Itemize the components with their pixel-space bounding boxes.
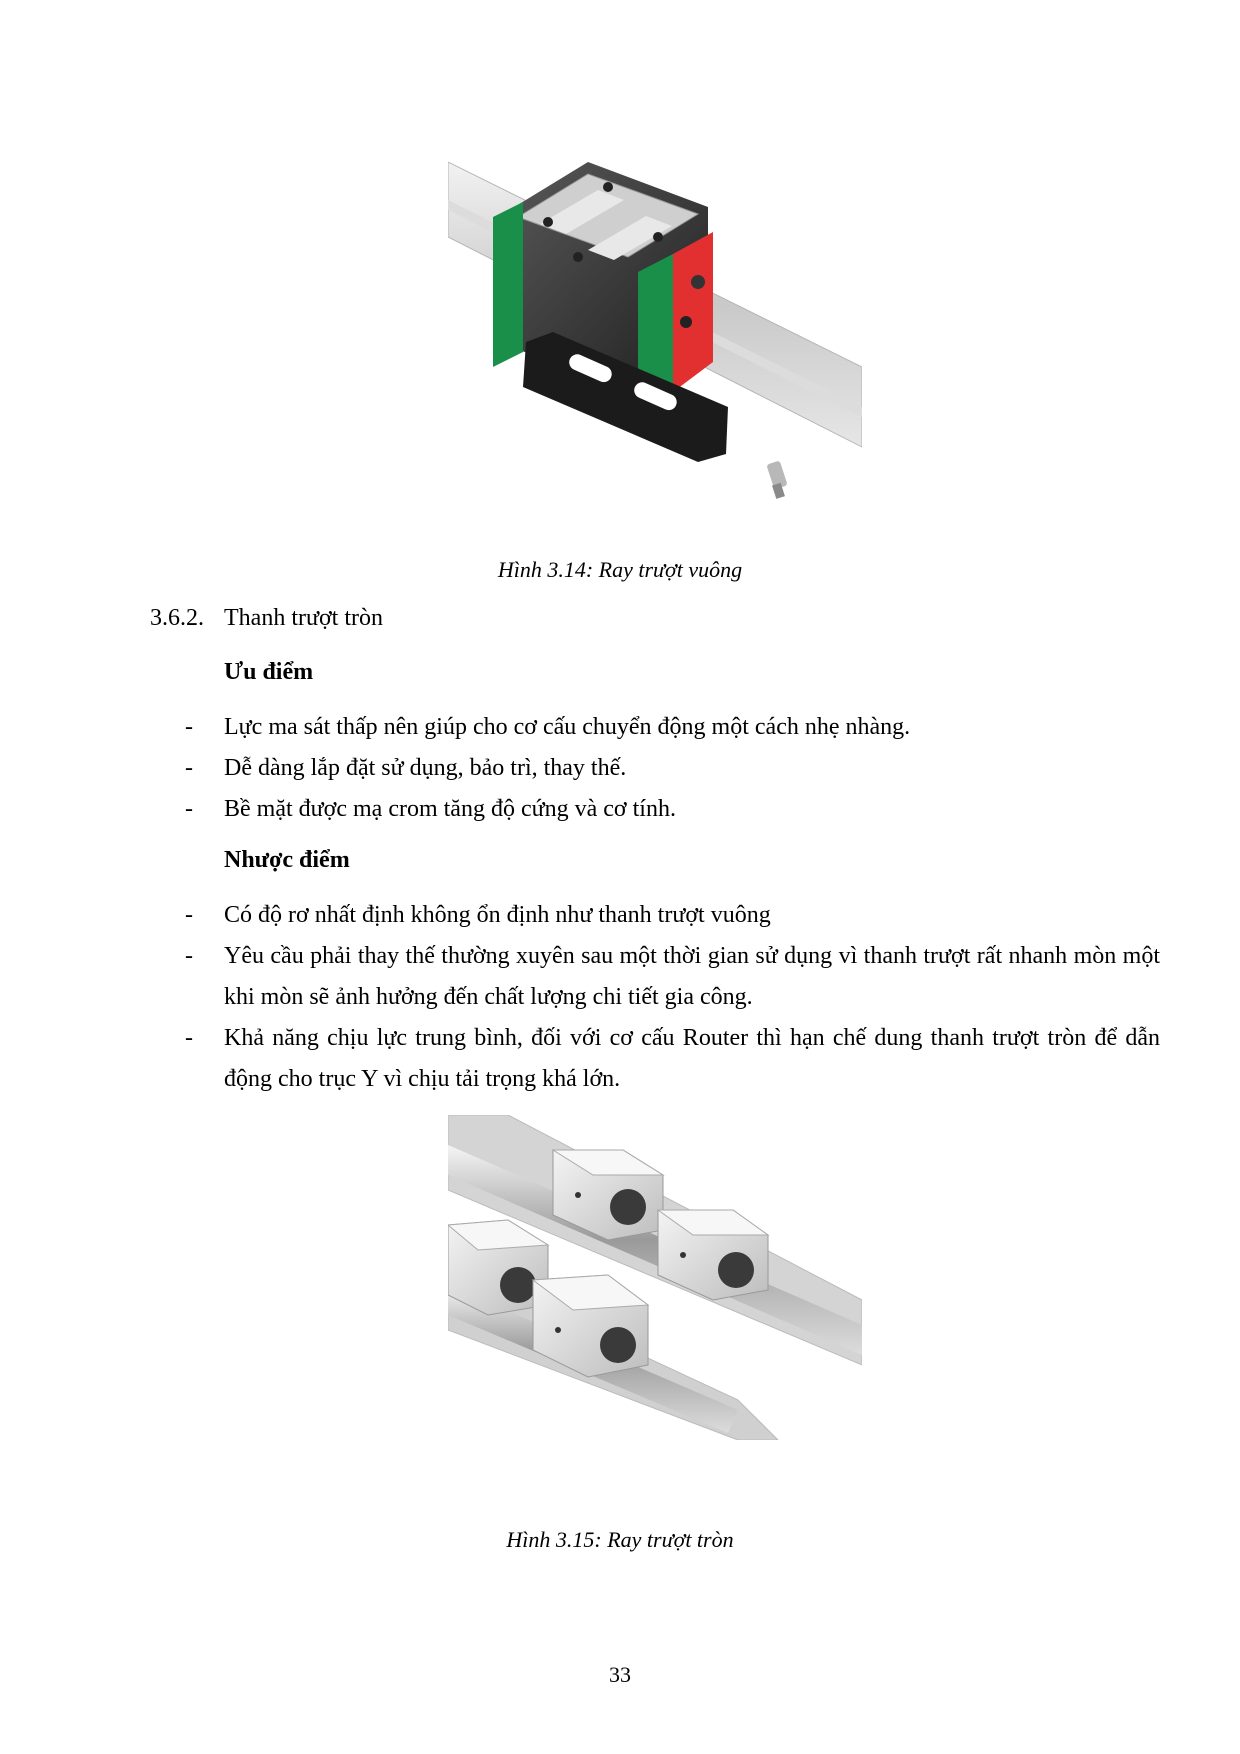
bullet-dash: - xyxy=(185,1025,193,1051)
figure-caption: Hình 3.15: Ray trượt tròn xyxy=(506,1527,734,1552)
advantages-heading: Ưu điểm xyxy=(224,659,314,685)
bullet-dash: - xyxy=(185,943,193,969)
figure-square-rail-image xyxy=(448,162,862,518)
figure-caption: Hình 3.14: Ray trượt vuông xyxy=(497,557,743,582)
list-item: - Có độ rơ nhất định không ổn định như thanh trượt vuông xyxy=(185,895,1160,936)
page-number: 33 xyxy=(609,1662,631,1687)
list-item: - Khả năng chịu lực trung bình, đối với cơ cấu Router thì hạn chế dung thanh trượt tròn để dẫn động cho trục Y vì chịu tải trọng khá lớn. xyxy=(185,1018,1160,1100)
list-item: - Yêu cầu phải thay thế thường xuyên sau một thời gian sử dụng vì thanh trượt rất nhanh mòn một khi mòn sẽ ảnh hưởng đến chất lượng chi tiết gia công. xyxy=(185,936,1160,1018)
section-heading xyxy=(150,605,383,632)
advantages-list xyxy=(185,707,1160,830)
bullet-dash: - xyxy=(185,755,193,781)
list-item: - Dễ dàng lắp đặt sử dụng, bảo trì, thay thế. xyxy=(185,748,1160,789)
figure-round-rail-image xyxy=(448,1115,862,1440)
section-number: 3.6.2. xyxy=(150,605,204,631)
list-item: - Lực ma sát thấp nên giúp cho cơ cấu chuyển động một cách nhẹ nhàng. xyxy=(185,707,1160,748)
section-title: Thanh trượt tròn xyxy=(224,605,383,631)
disadvantages-list xyxy=(185,895,1160,1100)
bullet-dash: - xyxy=(185,902,193,928)
bullet-dash: - xyxy=(185,796,193,822)
disadvantages-heading: Nhược điểm xyxy=(224,847,350,873)
list-item: - Bề mặt được mạ crom tăng độ cứng và cơ tính. xyxy=(185,789,1160,830)
bullet-dash: - xyxy=(185,714,193,740)
